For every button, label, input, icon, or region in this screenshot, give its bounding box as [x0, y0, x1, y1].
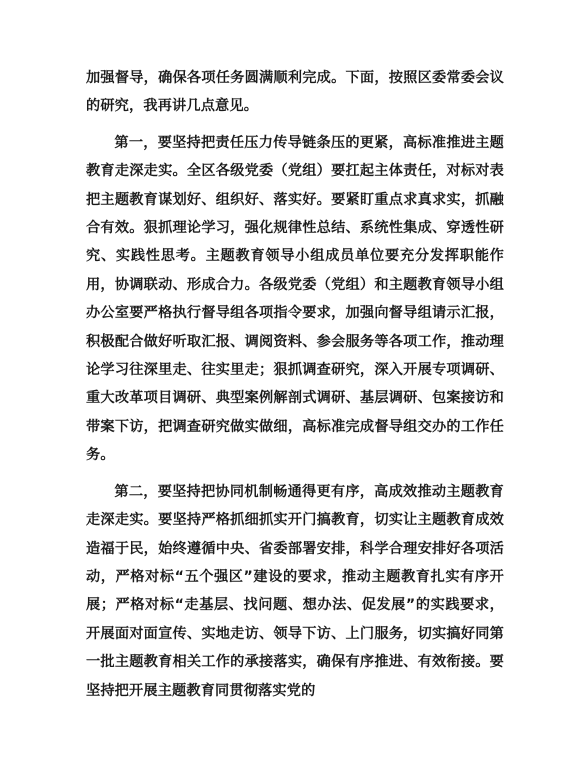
- paragraph-2: 第一，要坚持把责任压力传导链条压的更紧，高标准推进主题教育走深走实。全区各级党委（党组）要扛起主体责任，对标对表把主题教育谋划好、组织好、落实好。要紧盯重点求真求实，抓融合有效。狠抓理论学习，强化规律性总结、系统性集成、穿透性研究、实践性思考。主题教育领导小组成员单位要充分发挥职能作用，协调联动、形成合力。各级党委（党组）和主题教育领导小组办公室要严格执行督导组各项指令要求，加强向督导组请示汇报，积极配合做好听取汇报、调阅资料、参会服务等各项工作，推动理论学习往深里走、往实里走；狠抓调查研究，深入开展专项调研、重大改革项目调研、典型案例解剖式调研、基层调研、包案接访和带案下访，把调查研究做实做细，高标准完成督导组交办的工作任务。: [86, 134, 504, 464]
- paragraph-1: 加强督导，确保各项任务圆满顺利完成。下面，按照区委常委会议的研究，我再讲几点意见。: [86, 70, 504, 115]
- paragraph-3: 第二，要坚持把协同机制畅通得更有序，高成效推动主题教育走深走实。要坚持严格抓细抓实开门搞教育，切实让主题教育成效造福于民，始终遵循中央、省委部署安排，科学合理安排好各项活动，严格对标“五个强区”建设的要求，推动主题教育扎实有序开展；严格对标“走基层、找问题、想办法、促发展”的实践要求，开展面对面宣传、实地走访、领导下访、上门服务，切实搞好同第一批主题教育相关工作的承接落实，确保有序推进、有效衔接。要坚持把开展主题教育同贯彻落实党的: [86, 483, 504, 699]
- document-body: [86, 64, 504, 705]
